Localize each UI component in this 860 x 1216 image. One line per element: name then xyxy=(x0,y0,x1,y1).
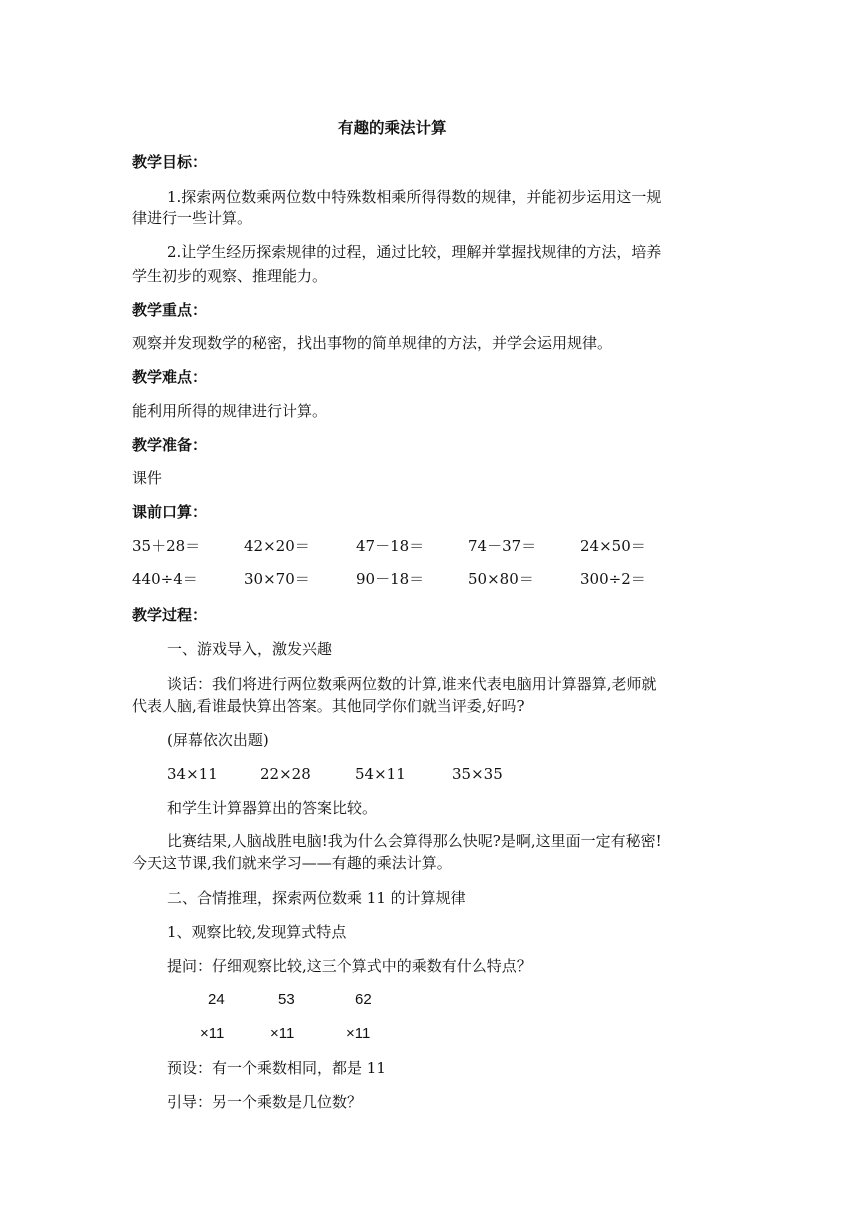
oral-calc-row-1 xyxy=(0,536,860,558)
result-line-2: 今天这节课,我们就来学习——有趣的乘法计算。 xyxy=(132,854,452,872)
process-heading: 教学过程： xyxy=(132,606,208,624)
difficulties-heading: 教学难点： xyxy=(132,368,208,386)
guide-text: 引导：另一个乘数是几位数？ xyxy=(167,1093,363,1111)
preparation-text: 课件 xyxy=(132,469,163,487)
number-item: 53 xyxy=(278,991,295,1008)
question-text: 提问：仔细观察比较,这三个算式中的乘数有什么特点？ xyxy=(167,957,532,975)
multipliers-row xyxy=(0,1024,860,1046)
preset-text: 预设：有一个乘数相同，都是 11 xyxy=(167,1059,386,1077)
compare-text: 和学生计算器算出的答案比较。 xyxy=(167,799,378,817)
objectives-heading: 教学目标： xyxy=(132,153,208,171)
step-1-title: 1、观察比较,发现算式特点 xyxy=(167,923,347,941)
problem-item: 54×11 xyxy=(355,765,406,783)
oral-calc-item: 35＋28＝ xyxy=(132,537,201,555)
number-item: 24 xyxy=(208,991,225,1008)
multiplier-item: ×11 xyxy=(270,1025,295,1042)
oral-calc-item: 24×50＝ xyxy=(580,537,646,555)
key-points-text: 观察并发现数学的秘密，找出事物的简单规律的方法，并学会运用规律。 xyxy=(132,334,613,352)
objective-1-line-2: 律进行一些计算。 xyxy=(132,209,253,227)
key-points-heading: 教学重点： xyxy=(132,301,208,319)
oral-calc-item: 74－37＝ xyxy=(468,537,537,555)
oral-calc-item: 42×20＝ xyxy=(244,537,310,555)
oral-calc-item: 50×80＝ xyxy=(468,570,534,588)
number-item: 62 xyxy=(355,991,372,1008)
numbers-row xyxy=(0,990,860,1012)
problems-row xyxy=(0,764,860,786)
problem-item: 22×28 xyxy=(260,765,311,783)
problem-item: 35×35 xyxy=(452,765,503,783)
objective-1-line-1: 1.探索两位数乘两位数中特殊数相乘所得得数的规律，并能初步运用这一规 xyxy=(167,188,662,206)
document-title: 有趣的乘法计算 xyxy=(338,118,447,137)
oral-calc-row-2 xyxy=(0,569,860,591)
talk-line-1: 谈话：我们将进行两位数乘两位数的计算,谁来代表电脑用计算器算,老师就 xyxy=(167,675,657,693)
result-line-1: 比赛结果,人脑战胜电脑!我为什么会算得那么快呢?是啊,这里面一定有秘密! xyxy=(167,832,662,850)
objective-2-line-1: 2.让学生经历探索规律的过程，通过比较，理解并掌握找规律的方法，培养 xyxy=(167,243,662,261)
oral-calc-item: 440÷4＝ xyxy=(132,570,198,588)
section-1-title: 一、游戏导入，激发兴趣 xyxy=(167,640,333,658)
section-2-title: 二、合情推理，探索两位数乘 11 的计算规律 xyxy=(167,889,466,907)
difficulties-text: 能利用所得的规律进行计算。 xyxy=(132,402,328,420)
problem-item: 34×11 xyxy=(167,765,218,783)
oral-calc-item: 30×70＝ xyxy=(244,570,310,588)
multiplier-item: ×11 xyxy=(200,1025,225,1042)
multiplier-item: ×11 xyxy=(346,1025,371,1042)
oral-calc-heading: 课前口算： xyxy=(132,503,208,521)
oral-calc-item: 47－18＝ xyxy=(356,537,425,555)
objective-2-line-2: 学生初步的观察、推理能力。 xyxy=(132,267,328,285)
oral-calc-item: 300÷2＝ xyxy=(580,570,646,588)
oral-calc-item: 90－18＝ xyxy=(356,570,425,588)
talk-line-2: 代表人脑,看谁最快算出答案。其他同学你们就当评委,好吗? xyxy=(132,697,525,715)
preparation-heading: 教学准备： xyxy=(132,436,208,454)
screen-note: (屏幕依次出题) xyxy=(167,731,269,749)
